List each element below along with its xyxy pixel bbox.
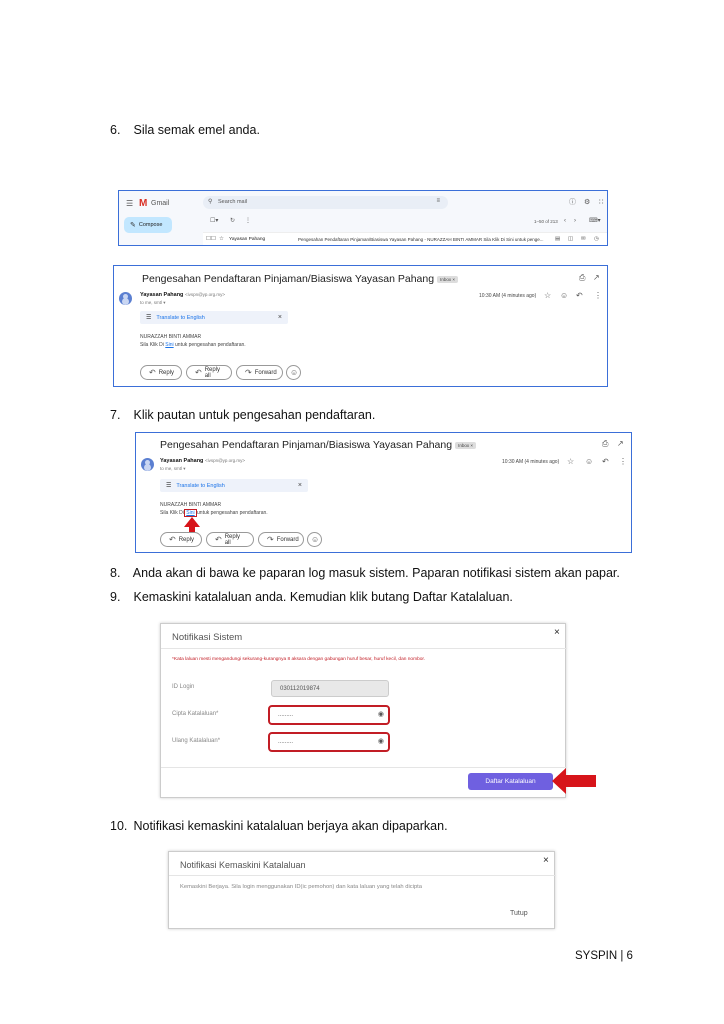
emoji-button[interactable] [307,532,322,547]
step-8 [110,566,620,580]
step-text: Kemaskini katalaluan anda. Kemudian klik butang Daftar Katalaluan. [133,590,513,604]
step-7 [110,408,375,422]
reply-all-button[interactable] [206,532,254,547]
inbox-tag[interactable]: Inbox × [455,442,476,449]
dialog-title: Notifikasi Sistem [172,632,243,643]
body-prefix: Sila Klik Di [160,510,184,516]
step-10 [110,819,448,833]
forward-icon: ↷ [267,535,274,544]
translate-icon: ☰ [146,315,152,321]
body-suffix: untuk pengesahan pendaftaran. [175,342,246,348]
archive-icon[interactable]: ▤ [555,236,561,242]
body-name: NURAZZAH BINTI AMMAR [140,334,202,340]
gmail-brand: Gmail [151,200,170,207]
open-new-window-icon[interactable]: ↗ [593,273,600,282]
forward-label: Forward [276,536,299,543]
close-icon[interactable]: × [554,627,560,638]
more-icon[interactable]: ⋮ [245,218,251,224]
step-number: 9. [110,590,121,604]
star-icon[interactable]: ☆ [219,236,224,242]
reply-all-icon: ↶ [195,368,202,377]
forward-label: Forward [254,369,277,376]
step-number: 7. [110,408,121,422]
email-time: 10:30 AM (4 minutes ago) [502,459,560,465]
more-icon[interactable]: ⋮ [619,457,627,466]
sender-email: <ivspn@yp.org.my> [184,292,226,297]
confirm-link[interactable]: Sini [186,510,195,516]
translate-icon: ☰ [166,483,172,489]
pencil-icon: ✎ [130,222,136,229]
forward-icon: ↷ [245,368,252,377]
row-checkbox-icon[interactable]: ☐☐ [206,236,216,242]
emoji-icon[interactable]: ☺ [585,457,594,466]
email-link-screenshot [135,432,632,553]
next-page-icon[interactable]: › [574,218,576,224]
ulang-katalaluan-label [172,738,220,744]
print-icon[interactable]: ⎙ [602,439,609,448]
menu-icon[interactable]: ☰ [126,199,134,208]
search-input[interactable]: Search mail [218,199,248,205]
filter-icon[interactable]: ≡ [436,198,440,204]
compose-button[interactable] [124,217,172,233]
email-subject [142,273,458,285]
to-line[interactable]: to me, smtl ▾ [160,466,186,471]
step-number: 10. [110,819,128,833]
forward-button[interactable] [258,532,304,547]
email-view-screenshot [113,265,608,387]
forward-button[interactable] [236,365,283,380]
keyboard-icon[interactable]: ⌨▾ [589,218,601,224]
reply-icon: ↶ [149,368,156,377]
sender-name: Yayasan Pahang [140,292,184,298]
body-suffix: untuk pengesahan pendaftaran. [197,510,268,516]
reply-label: Reply [178,536,195,543]
reply-icon: ↶ [169,535,176,544]
ulang-katalaluan-label-text: Ulang Katalaluan* [172,738,221,744]
cipta-katalaluan-input[interactable] [268,705,390,725]
eye-icon[interactable]: ◉ [377,711,384,718]
translate-bar[interactable] [160,479,308,492]
step-9 [110,590,513,604]
reply-button[interactable] [140,365,182,380]
emoji-icon: ☺ [290,368,299,377]
delete-icon[interactable]: ◫ [568,236,574,242]
search-bar[interactable] [203,196,448,209]
email-subject-text: Pengesahan Pendaftaran Pinjaman/Biasiswa Yayasan Pahang [142,273,435,285]
body-line [140,342,246,348]
step-text: Klik pautan untuk pengesahan pendaftaran. [133,408,376,422]
step-6 [110,123,260,137]
close-icon[interactable]: × [297,482,302,489]
print-icon[interactable]: ⎙ [579,273,586,282]
row-snippet: Pengesahan Pendaftaran Pinjaman/Biasiswa Yayasan Pahang - NURAZZAH BINTI AMMAR Sila Klik Di Sini untuk penge... [298,237,544,242]
daftar-katalaluan-button[interactable] [468,773,553,790]
reply-all-label: Reply all [204,366,221,379]
ulang-katalaluan-input[interactable] [268,732,390,752]
translate-label[interactable]: Translate to English [156,314,205,321]
sender-name: Yayasan Pahang [160,458,204,464]
select-checkbox-icon[interactable]: ☐▾ [210,218,219,224]
inbox-row[interactable] [203,232,608,246]
gmail-inbox-screenshot [118,190,608,246]
step-text: Notifikasi kemaskini katalaluan berjaya akan dipaparkan. [133,819,448,833]
row-sender: Yayasan Pahang [229,237,266,242]
inbox-tag[interactable]: Inbox × [437,276,458,283]
success-title: Notifikasi Kemaskini Katalaluan [180,860,306,870]
cipta-katalaluan-value: ......... [278,712,294,718]
reply-all-icon: ↶ [215,535,222,544]
star-icon[interactable]: ☆ [567,457,575,466]
search-icon: ⚲ [208,199,213,205]
open-new-window-icon[interactable]: ↗ [617,439,624,448]
email-subject [160,439,476,451]
success-message: Kemaskini Berjaya. Sila login menggunakan ID(ic pemohon) dan kata laluan yang telah dicipta [180,884,423,890]
red-arrow-left [552,768,596,794]
emoji-icon: ☺ [311,535,320,544]
help-icon[interactable]: ⓘ [569,199,576,206]
reply-icon[interactable]: ↶ [602,457,609,466]
ulang-katalaluan-value: ......... [278,739,294,745]
step-text: Anda akan di bawa ke paparan log masuk sistem. Paparan notifikasi sistem akan papar. [132,566,620,580]
mark-read-icon[interactable]: ✉ [581,236,586,242]
emoji-button[interactable] [286,365,301,380]
reply-button[interactable] [160,532,202,547]
body-prefix: Sila Klik Di [140,342,164,348]
close-icon[interactable]: × [277,314,282,321]
step-text: Sila semak emel anda. [133,123,260,137]
close-icon[interactable]: × [543,855,549,866]
more-icon[interactable]: ⋮ [594,291,602,300]
eye-icon[interactable]: ◉ [377,738,384,745]
avatar [119,292,132,305]
reply-label: Reply [158,369,175,376]
apps-icon[interactable]: ∷ [599,199,604,206]
snooze-icon[interactable]: ◷ [594,236,599,242]
avatar [141,458,154,471]
compose-label: Compose [138,222,163,228]
sender-email: <ivspn@yp.org.my> [204,458,246,463]
notifikasi-sistem-dialog [160,623,566,798]
pagination: 1–50 of 213 [534,219,558,224]
cipta-katalaluan-label: Cipta Katalaluan* [172,711,219,717]
daftar-katalaluan-label: Daftar Katalaluan [485,778,536,785]
reply-all-label: Reply all [224,533,241,546]
success-dialog [168,851,555,929]
email-time: 10:30 AM (4 minutes ago) [479,293,537,299]
translate-label[interactable]: Translate to English [176,482,225,489]
refresh-icon[interactable]: ↻ [230,218,236,224]
to-line[interactable]: to me, smtl ▾ [140,300,166,305]
step-number: 8. [110,566,121,580]
emoji-icon[interactable]: ☺ [560,291,569,300]
id-login-field: 030112019874 [271,680,389,697]
tutup-button[interactable]: Tutup [510,910,528,917]
footer: SYSPIN | 6 [575,950,633,962]
confirm-link[interactable]: Sini [165,342,174,348]
body-name: NURAZZAH BINTI AMMAR [160,502,222,508]
email-subject-text: Pengesahan Pendaftaran Pinjaman/Biasiswa Yayasan Pahang [160,439,453,451]
body-line [160,510,268,516]
password-warning: *Kata laluan mesti mengandungi sekurang-kurangnya 8 aksara dengan gabungan huruf besar, huruf kecil, dan nombor. [172,657,426,662]
star-icon[interactable]: ☆ [544,291,552,300]
reply-all-button[interactable] [186,365,232,380]
reply-icon[interactable]: ↶ [576,291,583,300]
id-login-label: ID Login [172,684,195,690]
gmail-logo-icon: M [139,198,148,209]
settings-icon[interactable]: ⚙ [584,199,591,206]
step-number: 6. [110,123,121,137]
prev-page-icon[interactable]: ‹ [564,218,566,224]
translate-bar[interactable] [140,311,288,324]
